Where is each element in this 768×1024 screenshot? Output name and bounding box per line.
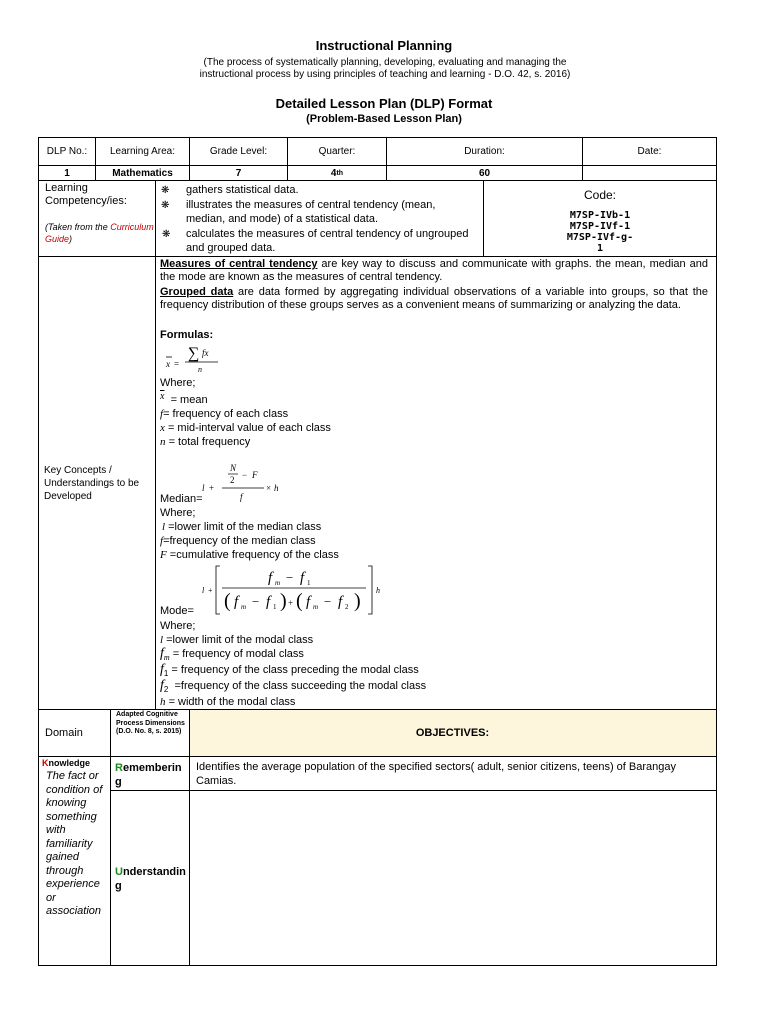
svg-text:x: x bbox=[166, 359, 170, 369]
domain-header: Domain bbox=[45, 727, 83, 739]
where-label: Where; bbox=[160, 377, 196, 389]
competency-item: calculates the measures of central tendency of ungrouped and grouped data. bbox=[186, 228, 469, 254]
quarter-value: 4 th bbox=[330, 167, 344, 179]
median-formula bbox=[198, 458, 284, 502]
modal-lower-limit-def: l =lower limit of the modal class bbox=[160, 634, 314, 646]
duration-header: Duration: bbox=[464, 146, 505, 157]
svg-text:f: f bbox=[240, 492, 243, 502]
svg-text:m: m bbox=[275, 579, 281, 587]
svg-text:1: 1 bbox=[273, 603, 277, 611]
svg-text:f: f bbox=[234, 594, 239, 610]
grade-level-value: 7 bbox=[235, 167, 242, 179]
svg-text:N: N bbox=[230, 463, 237, 473]
svg-text:f: f bbox=[338, 594, 343, 610]
median-frequency-def: f=frequency of the median class bbox=[160, 535, 316, 547]
code-label: Code: bbox=[583, 188, 617, 202]
bullet-icon: ❋ bbox=[161, 200, 170, 211]
svg-text:h: h bbox=[274, 483, 279, 493]
svg-text:×: × bbox=[266, 483, 272, 493]
svg-text:n: n bbox=[198, 365, 202, 374]
where-label: Where; bbox=[160, 620, 196, 632]
page-title: Instructional Planning bbox=[315, 38, 453, 53]
where-label: Where; bbox=[160, 507, 196, 519]
svg-text:): ) bbox=[354, 590, 361, 612]
svg-text:f: f bbox=[300, 570, 305, 586]
learning-area-value: Mathematics bbox=[112, 167, 173, 179]
frequency-def: f= frequency of each class bbox=[160, 408, 289, 420]
mode-label: Mode= bbox=[160, 605, 194, 617]
svg-text:+: + bbox=[209, 483, 215, 493]
svg-text:+: + bbox=[288, 598, 294, 608]
svg-text:1: 1 bbox=[307, 579, 311, 587]
remembering-label: Remembering bbox=[115, 762, 182, 788]
total-frequency-def: n = total frequency bbox=[160, 436, 251, 448]
svg-text:h: h bbox=[376, 586, 380, 595]
succeeding-class-def: $f_2$ =frequency of the class succeeding the modal class bbox=[160, 678, 427, 695]
mean-formula bbox=[160, 342, 226, 374]
formulas-label: Formulas: bbox=[160, 329, 214, 341]
svg-text:m: m bbox=[313, 603, 319, 611]
svg-text:2: 2 bbox=[345, 603, 349, 611]
svg-text:∑: ∑ bbox=[188, 345, 200, 362]
cognitive-dimension-header: Adapted Cognitive Process Dimensions (D.O. No. 8, s. 2015) bbox=[116, 711, 185, 735]
mid-interval-def: x = mid-interval value of each class bbox=[160, 422, 331, 434]
subtitle-line-2: instructional process by using principles of teaching and learning - D.O. 42, s. 2016) bbox=[199, 69, 571, 80]
knowledge-label: Knowledge bbox=[42, 758, 91, 768]
code-list bbox=[484, 210, 716, 254]
understanding-label: Understanding bbox=[115, 866, 186, 892]
objectives-header: OBJECTIVES: bbox=[415, 727, 490, 739]
quarter-header: Quarter: bbox=[318, 146, 356, 157]
gd-paragraph: Grouped data are data formed by aggregating individual observations of a variable into groups, so that the frequency distribution of these groups serves as a convenient means of summarizing or analyzing the data. bbox=[160, 286, 708, 311]
code-item: M7SP-IVb-1 bbox=[569, 210, 631, 221]
svg-text:(: ( bbox=[224, 590, 231, 612]
code-item: M7SP-IVf-g- bbox=[566, 232, 634, 243]
svg-text:f: f bbox=[306, 594, 311, 610]
median-lower-limit-def: l =lower limit of the median class bbox=[162, 521, 322, 533]
grade-level-header: Grade Level: bbox=[209, 146, 268, 157]
svg-text:−: − bbox=[252, 594, 260, 609]
code-item: 1 bbox=[596, 243, 604, 254]
svg-text:l: l bbox=[202, 586, 205, 595]
svg-text:): ) bbox=[280, 590, 287, 612]
bullet-icon: ❋ bbox=[161, 185, 170, 196]
mct-paragraph: Measures of central tendency are key way to discuss and communicate with graphs. the mean, median and the mode are known as the measures of central tendency. bbox=[160, 258, 708, 283]
svg-text:−: − bbox=[324, 594, 332, 609]
code-item: M7SP-IVf-1 bbox=[569, 221, 631, 232]
duration-value: 60 bbox=[478, 167, 491, 179]
svg-text:m: m bbox=[241, 603, 247, 611]
svg-text:F: F bbox=[252, 470, 258, 480]
competency-item: gathers statistical data. bbox=[186, 184, 299, 196]
svg-text:−: − bbox=[242, 470, 248, 480]
svg-text:l: l bbox=[202, 483, 205, 493]
knowledge-description: The fact or condition of knowing something with familiarity gained through experience or association bbox=[46, 770, 103, 917]
key-concepts-label: Key Concepts / Understandings to be Developed bbox=[44, 465, 140, 502]
page-subtitle bbox=[130, 57, 640, 81]
svg-text:=: = bbox=[174, 359, 180, 369]
svg-text:f: f bbox=[268, 570, 273, 586]
mode-formula bbox=[198, 562, 388, 616]
bullet-icon: ❋ bbox=[162, 229, 171, 240]
competency-label: Learning Competency/ies: bbox=[45, 182, 127, 207]
remembering-objective: Identifies the average population of the specified sectors( adult, senior citizens, teens) of Barangay Camias. bbox=[196, 761, 677, 787]
class-width-def: h = width of the modal class bbox=[160, 696, 296, 708]
learning-area-header: Learning Area: bbox=[109, 146, 176, 157]
cumulative-frequency-def: F =cumulative frequency of the class bbox=[160, 549, 339, 561]
svg-text:(: ( bbox=[296, 590, 303, 612]
svg-text:f: f bbox=[266, 594, 271, 610]
competency-note: (Taken from the Curriculum Guide) bbox=[45, 222, 154, 244]
preceding-class-def: $f_1$ = frequency of the class preceding the modal class bbox=[160, 662, 419, 679]
modal-frequency-def: $f_m$ = frequency of modal class bbox=[160, 646, 304, 663]
subtitle-line-1: (The process of systematically planning, developing, evaluating and managing the bbox=[203, 57, 567, 68]
mean-def: $\overline{x}$ = mean bbox=[160, 391, 208, 406]
dlp-no-value: 1 bbox=[64, 167, 70, 179]
svg-text:2: 2 bbox=[230, 475, 235, 485]
svg-text:−: − bbox=[286, 570, 294, 585]
dlp-subtitle: (Problem-Based Lesson Plan) bbox=[306, 113, 462, 125]
dlp-no-header: DLP No.: bbox=[46, 146, 88, 157]
svg-text:fx: fx bbox=[202, 348, 209, 358]
date-header: Date: bbox=[637, 146, 662, 157]
competency-item: illustrates the measures of central tendency (mean, median, and mode) of a statistical data. bbox=[186, 199, 436, 225]
dlp-title: Detailed Lesson Plan (DLP) Format bbox=[275, 96, 493, 111]
median-label: Median= bbox=[160, 493, 203, 505]
date-value bbox=[583, 166, 716, 180]
svg-text:+: + bbox=[208, 586, 213, 595]
